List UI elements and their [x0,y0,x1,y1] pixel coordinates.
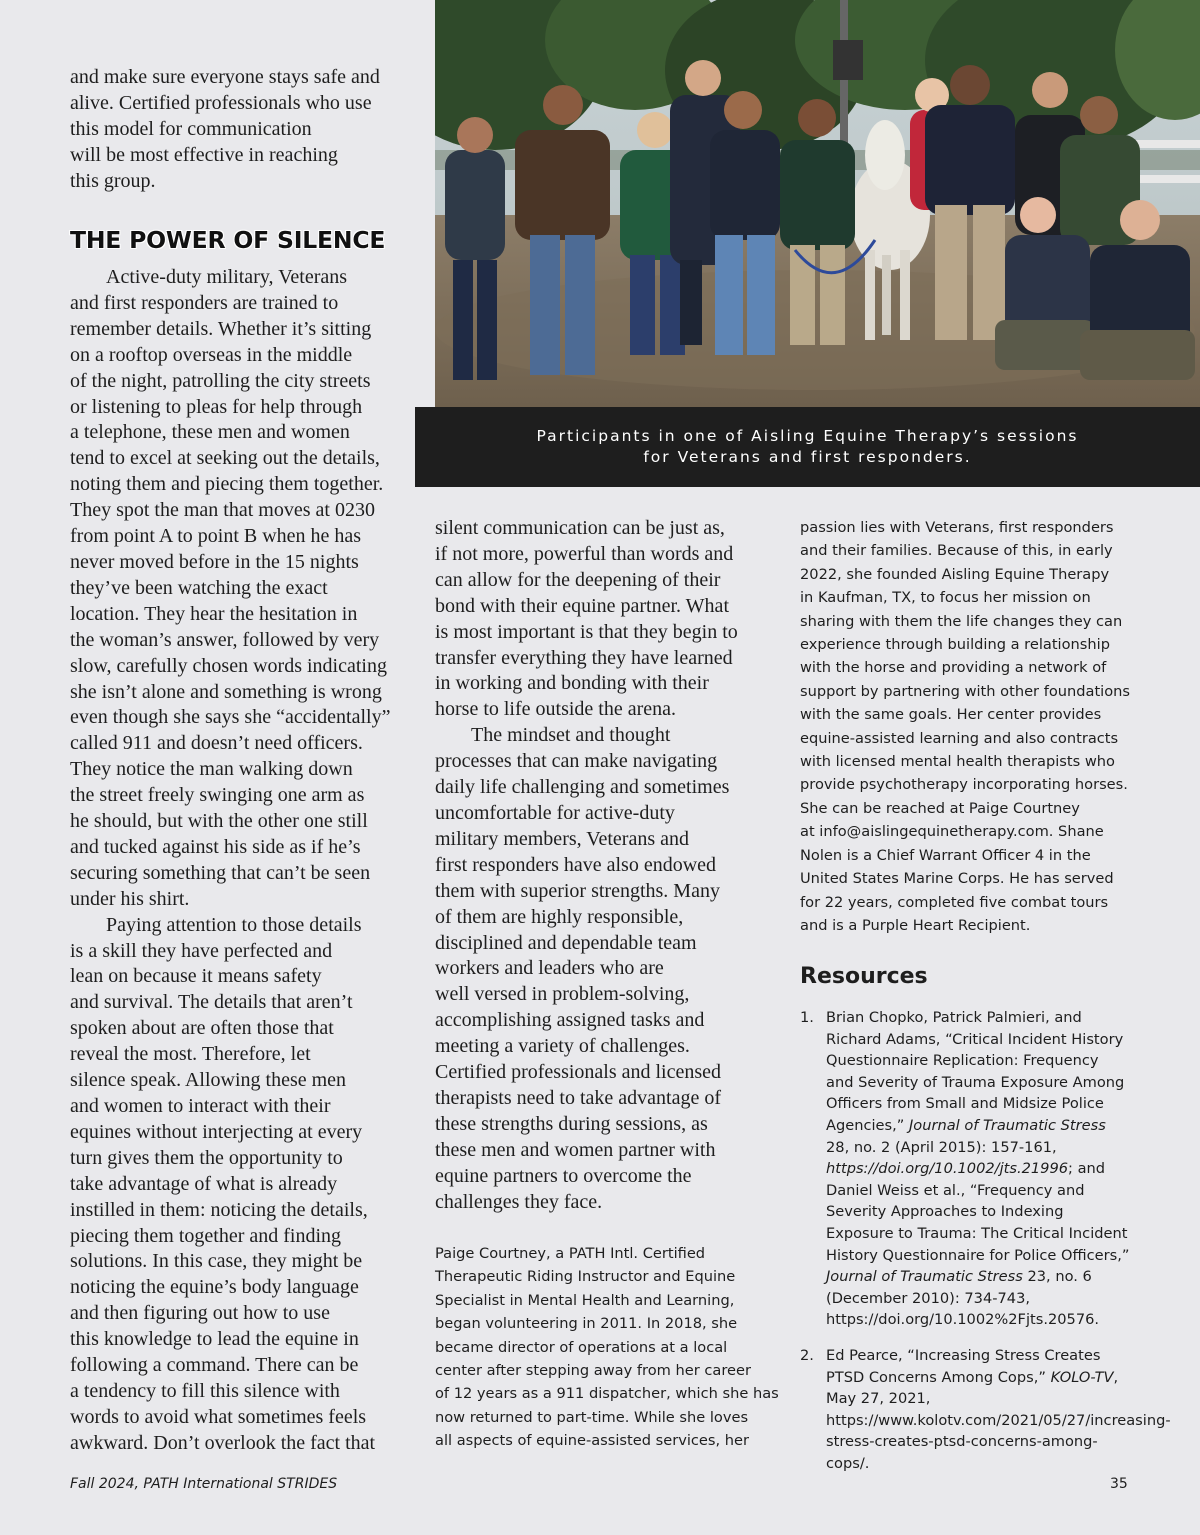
text-line: securing something that can’t be seen [70,861,371,884]
text-line: Certified professionals and licensed [435,1061,722,1084]
text-line: following a command. There can be [70,1354,359,1377]
text-line: experience through building a relationship [800,636,1110,654]
text-line: and is a Purple Heart Recipient. [800,916,1031,934]
ref-journal: Journal of Traumatic Stress [908,1116,1106,1134]
text-line: these strengths during sessions, as [435,1112,708,1135]
text-line: equine partners to overcome the [435,1164,692,1187]
text-line: he should, but with the other one still [70,810,368,833]
reference-text [826,1345,1171,1475]
text-line: take advantage of what is already [70,1172,338,1195]
text-line: disciplined and dependable team [435,931,697,954]
text-line: these men and women partner with [435,1138,716,1161]
text-line: sharing with them the life changes they can [800,612,1123,630]
text-line: began volunteering in 2011. In 2018, she [435,1315,738,1333]
ref-text: Ed Pearce, “Increasing Stress Creates PTSD Concerns Among Cops,” [826,1347,1101,1386]
text-line: of 12 years as a 911 dispatcher, which she has [435,1385,779,1403]
text-line: with the horse and providing a network of [800,659,1107,677]
text-line: with licensed mental health therapists who [800,753,1115,771]
section-heading: THE POWER OF SILENCE [70,226,386,254]
text-line: instilled in them: noticing the details, [70,1198,368,1221]
text-line: and make sure everyone stays safe and [70,66,380,88]
text-line: lean on because it means safety [70,965,322,988]
text-line: is most important is that they begin to [435,620,738,643]
reference-text [826,1007,1130,1331]
text-line: at info@aislingequinetherapy.com. Shane [800,823,1104,841]
text-line: Paying attention to those details [106,913,362,936]
text-line: noting them and piecing them together. [70,473,384,496]
text-line: can allow for the deepening of their [435,568,721,591]
text-line: alive. Certified professionals who use [70,91,372,114]
text-line: reveal the most. Therefore, let [70,1043,311,1066]
text-line: silence speak. Allowing these men [70,1069,347,1092]
text-line: the street freely swinging one arm as [70,784,365,807]
reference-item [800,1007,1130,1331]
text-line: location. They hear the hesitation in [70,602,358,625]
text-line: passion lies with Veterans, first responders [800,519,1114,536]
text-line: United States Marine Corps. He has served [800,870,1114,888]
text-line: well versed in problem-solving, [435,983,690,1006]
ref-source: KOLO-TV [1050,1368,1114,1386]
column-1-body [70,265,415,1457]
caption-line: for Veterans and first responders. [643,448,972,466]
text-line: is a skill they have perfected and [70,939,333,962]
text-line: or listening to pleas for help through [70,395,363,418]
text-line: uncomfortable for active-duty [435,801,675,824]
ref-text: 28, no. 2 (April 2015): 157-161, [826,1138,1057,1156]
text-line: slow, carefully chosen words indicating [70,654,387,677]
text-line: spoken about are often those that [70,1017,334,1040]
text-line: will be most effective in reaching [70,143,338,166]
text-line: in Kaufman, TX, to focus her mission on [800,589,1091,607]
text-line: Paige Courtney, a PATH Intl. Certified [435,1245,706,1262]
text-line: equines without interjecting at every [70,1120,363,1143]
author-bio-part-2 [800,516,1145,937]
text-line: a tendency to fill this silence with [70,1379,340,1402]
text-line: them with superior strengths. Many [435,879,720,902]
text-line: support by partnering with other foundations [800,682,1131,700]
text-line: and their families. Because of this, in early [800,542,1113,560]
text-line: horse to life outside the arena. [435,698,677,721]
ref-link[interactable]: https://doi.org/10.1002/jts.21996 [826,1160,1069,1178]
text-line: words to avoid what sometimes feels [70,1405,367,1428]
page-number: 35 [1110,1476,1128,1492]
text-line: from point A to point B when he has [70,525,362,548]
text-line: with the same goals. Her center provides [800,706,1102,724]
text-line: in working and bonding with their [435,672,709,695]
text-line: They notice the man walking down [70,758,353,781]
text-line: even though she says she “accidentally” [70,706,391,729]
text-line: workers and leaders who are [435,957,664,980]
text-line: of the night, patrolling the city streets [70,369,371,392]
text-line: for 22 years, completed five combat tours [800,893,1109,911]
text-line: this model for communication [70,117,312,140]
text-line: tend to excel at seeking out the details, [70,447,380,470]
text-line: never moved before in the 15 nights [70,550,359,573]
text-line: The mindset and thought [471,724,671,747]
text-line: became director of operations at a local [435,1338,728,1356]
text-line: therapists need to take advantage of [435,1086,721,1109]
text-line: military members, Veterans and [435,827,690,850]
text-line: this knowledge to lead the equine in [70,1328,359,1351]
text-line: called 911 and doesn’t need officers. [70,732,363,755]
text-line: and survival. The details that aren’t [70,991,353,1014]
text-line: Active-duty military, Veterans [106,266,348,288]
text-line: transfer everything they have learned [435,646,733,669]
text-line: provide psychotherapy incorporating horses. [800,776,1128,794]
text-line: challenges they face. [435,1190,603,1213]
text-line: bond with their equine partner. What [435,594,729,617]
text-line: and then figuring out how to use [70,1302,330,1325]
resources-heading: Resources [800,964,928,989]
reference-item [800,1345,1171,1475]
text-line: accomplishing assigned tasks and [435,1009,705,1032]
ref-text: Brian Chopko, Patrick Palmieri, and Richard Adams, “Critical Incident History Questionnaire Replication: Frequency and Severity of Trauma Exposure Among Officers from Small and Midsize Police Agencies,” [826,1009,1125,1134]
text-line: turn gives them the opportunity to [70,1146,343,1169]
photo-illustration [435,0,1200,407]
text-line: and tucked against his side as if he’s [70,835,361,858]
reference-number: 2. [800,1347,814,1364]
column-2-body [435,516,780,1215]
footer-publication: Fall 2024, PATH International STRIDES [70,1476,338,1492]
text-line: Nolen is a Chief Warrant Officer 4 in the [800,846,1091,864]
text-line: processes that can make navigating [435,750,718,773]
ref-text: , May 27, 2021, https://www.kolotv.com/2021/05/27/increasing-stress-creates-ptsd-concerns-among-cops/. [826,1368,1171,1472]
text-line: Therapeutic Riding Instructor and Equine [435,1268,736,1286]
text-line: 2022, she founded Aisling Equine Therapy [800,565,1110,583]
ref-journal: Journal of Traumatic Stress [826,1268,1023,1286]
text-line: she isn’t alone and something is wrong [70,680,382,703]
text-line: of them are highly responsible, [435,905,684,928]
column-1-intro [70,65,410,195]
text-line: on a rooftop overseas in the middle [70,343,353,366]
group-photo [435,0,1200,407]
text-line: a telephone, these men and women [70,421,350,444]
text-line: piecing them together and finding [70,1224,342,1247]
text-line: first responders have also endowed [435,853,717,876]
text-line: and first responders are trained to [70,291,339,314]
ref-text: ; and Daniel Weiss et al., “Frequency and Severity Approaches to Indexing Exposure to Trauma: The Critical Incident History Questionnaire for Police Officers,” [826,1160,1130,1264]
text-line: meeting a variety of challenges. [435,1035,690,1058]
text-line: now returned to part-time. While she loves [435,1408,749,1426]
text-line: the woman’s answer, followed by very [70,628,380,651]
text-line: if not more, powerful than words and [435,542,734,565]
caption-line: Participants in one of Aisling Equine Therapy’s sessions [536,427,1079,445]
text-line: and women to interact with their [70,1095,331,1117]
photo-caption [415,407,1200,487]
text-line: She can be reached at Paige Courtney [800,799,1080,817]
text-line: all aspects of equine-assisted services, her [435,1432,750,1450]
text-line: silent communication can be just as, [435,517,725,539]
ref-text: 23, no. 6 (December 2010): 734-743, https://doi.org/10.1002%2Fjts.20576. [826,1268,1100,1329]
text-line: awkward. Don’t overlook the fact that [70,1431,376,1454]
text-line: daily life challenging and sometimes [435,776,730,799]
text-line: Specialist in Mental Health and Learning, [435,1291,735,1309]
text-line: equine-assisted learning and also contracts [800,729,1119,747]
reference-number: 1. [800,1009,814,1026]
text-line: noticing the equine’s body language [70,1276,359,1299]
text-line: this group. [70,169,156,192]
text-line: under his shirt. [70,887,190,910]
author-bio-part-1 [435,1242,780,1453]
text-line: solutions. In this case, they might be [70,1250,363,1273]
text-line: remember details. Whether it’s sitting [70,317,372,340]
text-line: they’ve been watching the exact [70,576,328,599]
text-line: They spot the man that moves at 0230 [70,499,375,522]
text-line: center after stepping away from her career [435,1362,751,1380]
